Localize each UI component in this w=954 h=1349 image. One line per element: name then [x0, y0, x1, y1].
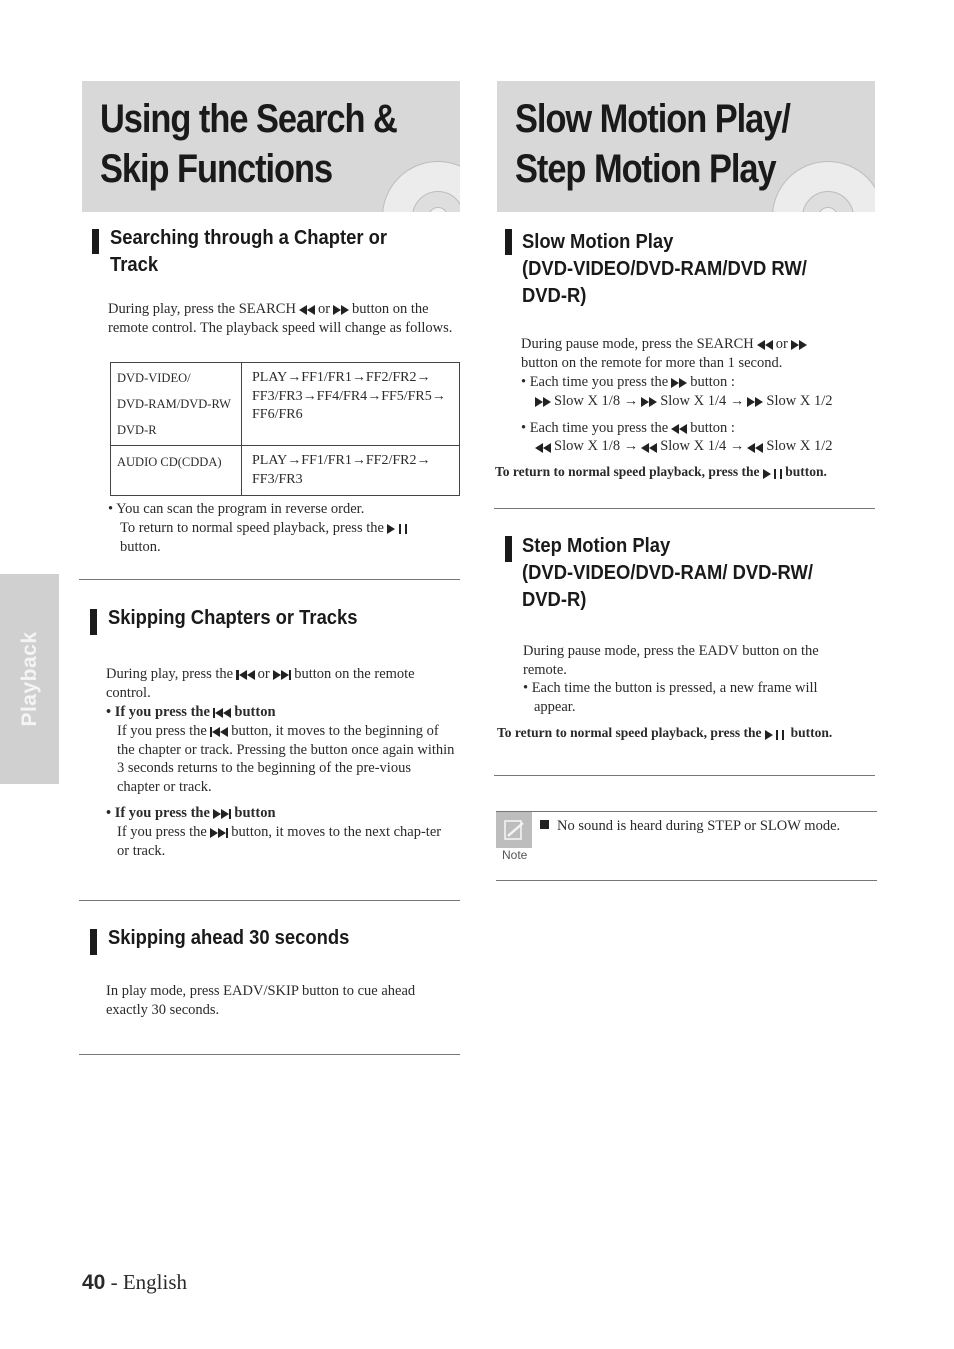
section-marker — [90, 609, 97, 635]
page-title-left: Using the Search & Skip Functions — [100, 97, 397, 191]
note-text: No sound is heard during STEP or SLOW mode. — [540, 817, 870, 836]
note-icon-box — [496, 812, 532, 848]
search-back-icon — [299, 300, 315, 319]
search-back-icon — [671, 419, 687, 438]
note-label: Note — [502, 848, 528, 862]
table-cell-label: DVD-VIDEO/ DVD-RAM/DVD-RW DVD-R — [111, 363, 242, 446]
divider — [79, 900, 460, 901]
search-forward-icon — [535, 392, 551, 411]
pencil-icon — [496, 812, 532, 848]
search-back-icon — [757, 335, 773, 354]
section-heading-search: Searching through a Chapter or Track — [110, 227, 388, 276]
play-pause-icon — [387, 519, 407, 538]
section-heading-ahead: Skipping ahead 30 seconds — [108, 927, 350, 949]
step-return-note: To return to normal speed playback, press the button. — [497, 724, 877, 743]
skip-next-icon — [210, 824, 229, 843]
table-row — [111, 446, 460, 496]
divider — [494, 508, 875, 509]
skip-next-icon — [273, 665, 292, 684]
section-heading-skip: Skipping Chapters or Tracks — [108, 607, 358, 629]
table-cell-label: AUDIO CD(CDDA) — [111, 446, 242, 496]
table-cell-value: PLAY→FF1/FR1→FF2/FR2→ FF3/FR3 — [242, 446, 460, 496]
skip-previous-icon — [213, 703, 232, 722]
skip-next-icon — [213, 805, 232, 824]
side-tab-playback: Playback — [0, 574, 59, 784]
search-forward-icon — [671, 373, 687, 392]
right-title-banner — [497, 81, 875, 212]
play-pause-icon — [765, 725, 785, 744]
note-bottom-border — [496, 880, 877, 881]
slow-return-note: To return to normal speed playback, press the button. — [495, 463, 875, 482]
skip-body: During play, press the or button on the remote control. • If you press the button If you press the button, it moves to the beginning of the chapter or track. Pressing the button once again within 3 seconds returns to the beginning of the pre-vious chapter or track. • If you press the button If you press the button, it moves to the next chap-ter or track. — [106, 666, 455, 860]
section-marker — [90, 929, 97, 955]
left-title-banner — [82, 81, 460, 212]
search-speed-table — [110, 362, 460, 496]
divider — [494, 775, 875, 776]
section-heading-slow: Slow Motion Play (DVD-VIDEO/DVD-RAM/DVD RW/ DVD-R) — [522, 231, 807, 307]
page-title-right: Slow Motion Play/ Step Motion Play — [515, 97, 790, 191]
search-forward-icon — [791, 335, 807, 354]
step-body: During pause mode, press the EADV button on the remote. • Each time the button is pressed, a new frame will appear. — [523, 643, 819, 715]
page-number: 40 - English — [82, 1270, 188, 1294]
section-marker — [92, 229, 99, 254]
section-heading-step: Step Motion Play (DVD-VIDEO/DVD-RAM/ DVD-RW/ DVD-R) — [522, 535, 813, 611]
table-cell-value: PLAY→FF1/FR1→FF2/FR2→ FF3/FR3→FF4/FR4→FF5/FR5→ FF6/FR6 — [242, 363, 460, 446]
skip-previous-icon — [236, 665, 255, 684]
section-marker — [505, 536, 512, 562]
search-intro: During play, press the SEARCH or button on the remote control. The playback speed will change as follows. — [108, 301, 453, 336]
square-bullet-icon — [540, 820, 549, 829]
search-forward-icon — [333, 300, 349, 319]
section-marker — [505, 229, 512, 255]
search-back-icon — [535, 438, 551, 457]
divider — [79, 579, 460, 580]
table-row — [111, 363, 460, 446]
ahead-text: In play mode, press EADV/SKIP button to cue ahead exactly 30 seconds. — [106, 983, 416, 1018]
search-note: • You can scan the program in reverse order. To return to normal speed playback, press the button. — [108, 500, 453, 556]
divider — [79, 1054, 460, 1055]
skip-previous-icon — [210, 722, 229, 741]
play-pause-icon — [763, 464, 783, 483]
note-top-border — [496, 811, 877, 812]
slow-body: During pause mode, press the SEARCH or button on the remote for more than 1 second. • Each time you press the button : Slow X 1/8 → Slow X 1/4 → Slow X 1/2 • Each time you press the button : Slow X 1/8 → Slow X 1/4 → Slow X 1/2 — [521, 336, 833, 455]
